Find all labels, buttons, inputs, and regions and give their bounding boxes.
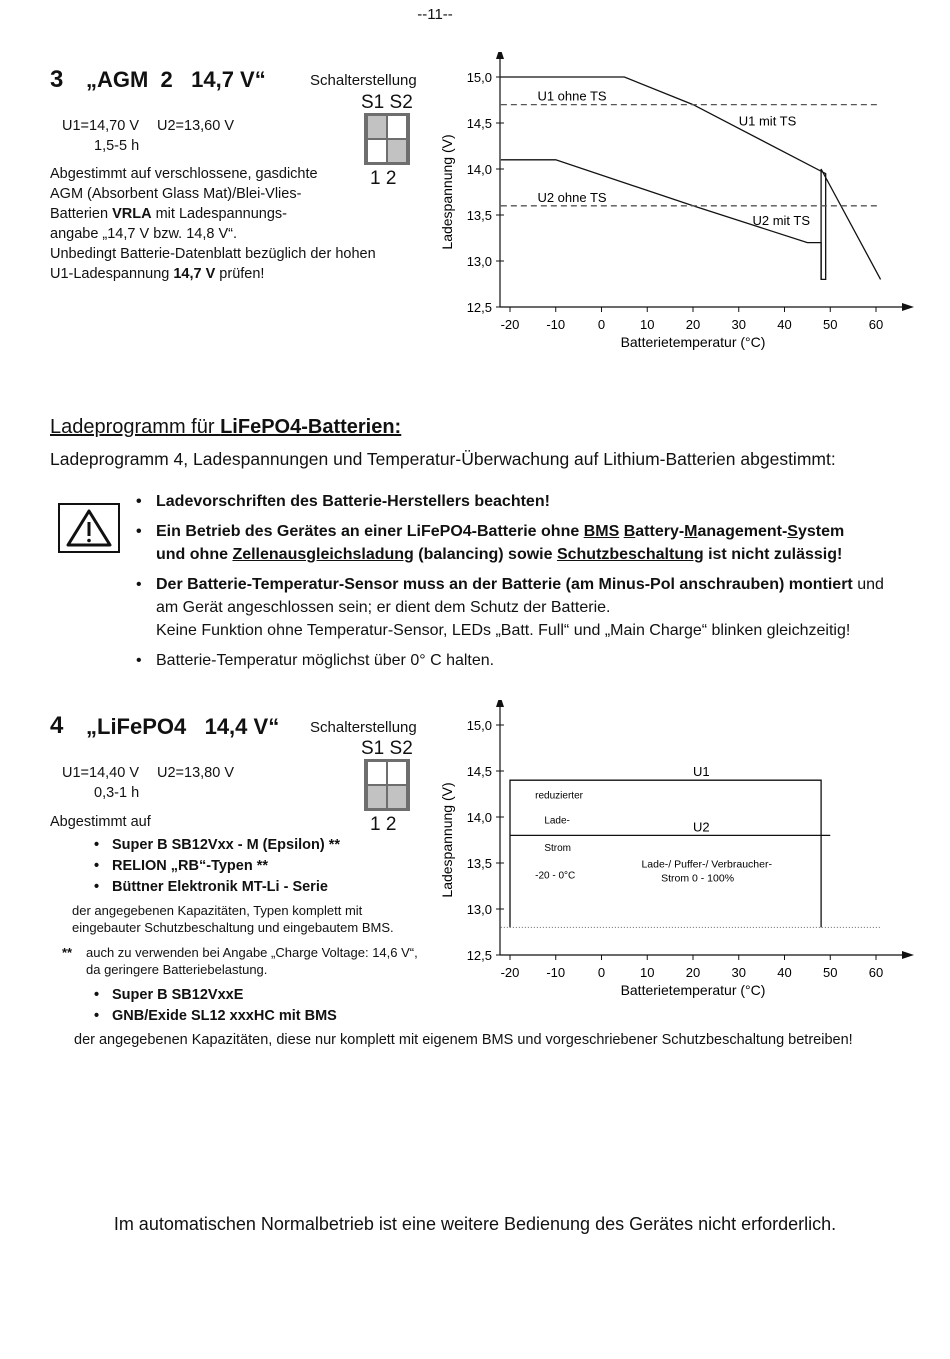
x-tick-label: 20 — [685, 317, 701, 332]
u2-value: U2=13,60 V — [157, 118, 234, 134]
y-tick-label: 13,0 — [466, 254, 492, 269]
switch-footer: 1 2 — [370, 814, 397, 835]
section-3-title: „AGM 2 14,7 V“ — [86, 67, 266, 92]
warning-triangle-icon — [58, 503, 120, 558]
u1-value: U1=14,70 V — [62, 118, 139, 134]
x-tick-label: 50 — [823, 317, 838, 332]
x-tick-label: 60 — [868, 965, 884, 980]
u1-value: U1=14,40 V — [62, 765, 139, 781]
y-tick-label: 14,5 — [466, 116, 492, 131]
annotation: reduzierter — [535, 790, 583, 802]
y-tick-label: 13,5 — [466, 208, 492, 223]
series-line — [501, 77, 881, 279]
y-tick-label: 13,0 — [466, 902, 492, 917]
y-tick-label: 12,5 — [466, 948, 492, 963]
warning-list — [132, 490, 912, 679]
product-item: • Super B SB12Vxx - M (Epsilon) ** — [90, 835, 340, 856]
closing-note: der angegebenen Kapazitäten, diese nur komplett mit eigenem BMS und vorgeschriebener Schutzbeschaltung betreiben! — [74, 1032, 853, 1048]
charge-duration: 1,5-5 h — [94, 138, 140, 154]
series-label: U2 — [693, 819, 710, 835]
product-list-1 — [90, 835, 340, 898]
product-list-2 — [90, 985, 337, 1027]
series-label: U1 mit TS — [738, 113, 797, 129]
x-tick-label: 40 — [777, 965, 792, 980]
warning-item: • Ladevorschriften des Batterie-Herstellers beachten! — [132, 490, 912, 513]
annotation: Strom — [544, 843, 571, 855]
note-2: auch zu verwenden bei Angabe „Charge Voltage: 14,6 V“, da geringere Batteriebelastung. — [86, 945, 418, 977]
x-tick-label: 0 — [597, 317, 606, 332]
x-tick-label: 60 — [868, 317, 884, 332]
x-tick-label: 10 — [640, 965, 655, 980]
dip-switch-icon — [364, 113, 410, 165]
annotation: -20 - 0°C — [535, 870, 576, 882]
x-tick-label: 10 — [640, 317, 655, 332]
series-label: U2 mit TS — [752, 212, 811, 228]
y-tick-label: 14,5 — [466, 764, 492, 779]
section-4-title: „LiFePO4 14,4 V“ — [86, 714, 280, 739]
y-axis-label: Ladespannung (V) — [439, 134, 455, 250]
section-3-number: 3 — [50, 66, 64, 93]
y-tick-label: 15,0 — [466, 70, 492, 85]
lifepo4-intro: Ladeprogramm 4, Ladespannungen und Temperatur-Überwachung auf Lithium-Batterien abgestimmt: — [50, 449, 836, 469]
y-tick-label: 15,0 — [466, 718, 492, 733]
warning-item: • Batterie-Temperatur möglichst über 0° C halten. — [132, 649, 912, 672]
warning-item: • Der Batterie-Temperatur-Sensor muss an der Batterie (am Minus-Pol anschrauben) montiert und am Gerät angeschlossen sein; er dient dem Schutz der Batterie. Keine Funktion ohne Temperatur-Sensor, LEDs „Batt. Full“ und „Main Charge“ blinken gleichzeitig! — [132, 573, 912, 642]
charge-duration: 0,3-1 h — [94, 785, 140, 801]
x-tick-label: 20 — [685, 965, 701, 980]
warning-item: • Ein Betrieb des Gerätes an einer LiFePO4-Batterie ohne BMS Battery-Management-System und ohne Zellenausgleichsladung (balancing) sowie Schutzbeschaltung ist nicht zulässig! — [132, 520, 912, 566]
note-1: der angegebenen Kapazitäten, Typen komplett mit eingebauter Schutzbeschaltung und eingebautem BMS. — [72, 903, 394, 935]
y-tick-label: 13,5 — [466, 856, 492, 871]
x-axis-label: Batterietemperatur (°C) — [620, 982, 766, 998]
y-tick-label: 12,5 — [466, 300, 492, 315]
section-4-number: 4 — [50, 712, 64, 739]
x-tick-label: -20 — [500, 317, 520, 332]
switch-header: S1 S2 — [361, 738, 413, 759]
switch-footer: 1 2 — [370, 168, 397, 189]
product-item: • Super B SB12VxxE — [90, 985, 337, 1006]
u2-value: U2=13,80 V — [157, 765, 234, 781]
section-3-description: Abgestimmt auf verschlossene, gasdichte AGM (Absorbent Glass Mat)/Blei-Vlies- Batterien VRLA mit Ladespannungs- angabe „14,7 V bzw. 14,8 V“. Unbedingt Batterie-Datenblatt bezüglich der hohen U1-Ladespannung 14,7 V prüfen! — [50, 166, 376, 282]
x-axis-arrow — [902, 303, 914, 311]
annotation: Lade-/ Puffer-/ Verbraucher- — [641, 858, 772, 871]
switch-label: Schalterstellung — [310, 719, 417, 736]
x-axis-label: Batterietemperatur (°C) — [620, 334, 766, 350]
y-tick-label: 14,0 — [466, 162, 492, 177]
tuned-for-label: Abgestimmt auf — [50, 814, 151, 830]
lifepo4-charge-voltage-chart — [430, 700, 920, 1010]
x-tick-label: 30 — [731, 965, 746, 980]
x-tick-label: 50 — [823, 965, 838, 980]
annotation: Strom 0 - 100% — [661, 872, 735, 885]
product-item: • Büttner Elektronik MT-Li - Serie — [90, 877, 340, 898]
page-number: --11-- — [417, 6, 453, 23]
x-axis-arrow — [902, 951, 914, 959]
x-tick-label: 40 — [777, 317, 792, 332]
note-2-mark: ** — [62, 945, 73, 960]
x-tick-label: -10 — [546, 965, 566, 980]
y-tick-label: 14,0 — [466, 810, 492, 825]
agm-charge-voltage-chart — [430, 52, 920, 362]
x-tick-label: 30 — [731, 317, 746, 332]
x-tick-label: 0 — [597, 965, 606, 980]
series-label: U1 ohne TS — [537, 88, 607, 104]
product-item: • GNB/Exide SL12 xxxHC mit BMS — [90, 1006, 337, 1027]
y-axis-arrow — [496, 700, 504, 707]
switch-header: S1 S2 — [361, 92, 413, 113]
dip-switch-icon — [364, 759, 410, 811]
x-tick-label: -20 — [500, 965, 520, 980]
footer-text: Im automatischen Normalbetrieb ist eine weitere Bedienung des Gerätes nicht erforderlich. — [113, 1214, 837, 1234]
annotation: Lade- — [544, 815, 570, 827]
switch-label: Schalterstellung — [310, 72, 417, 89]
series-label: U1 — [693, 764, 710, 780]
lifepo4-heading: Ladeprogramm für LiFePO4-Batterien: — [50, 416, 402, 438]
product-item: • RELION „RB“-Typen ** — [90, 856, 340, 877]
y-axis-label: Ladespannung (V) — [439, 782, 455, 898]
x-tick-label: -10 — [546, 317, 566, 332]
series-label: U2 ohne TS — [537, 189, 607, 205]
y-axis-arrow — [496, 52, 504, 59]
